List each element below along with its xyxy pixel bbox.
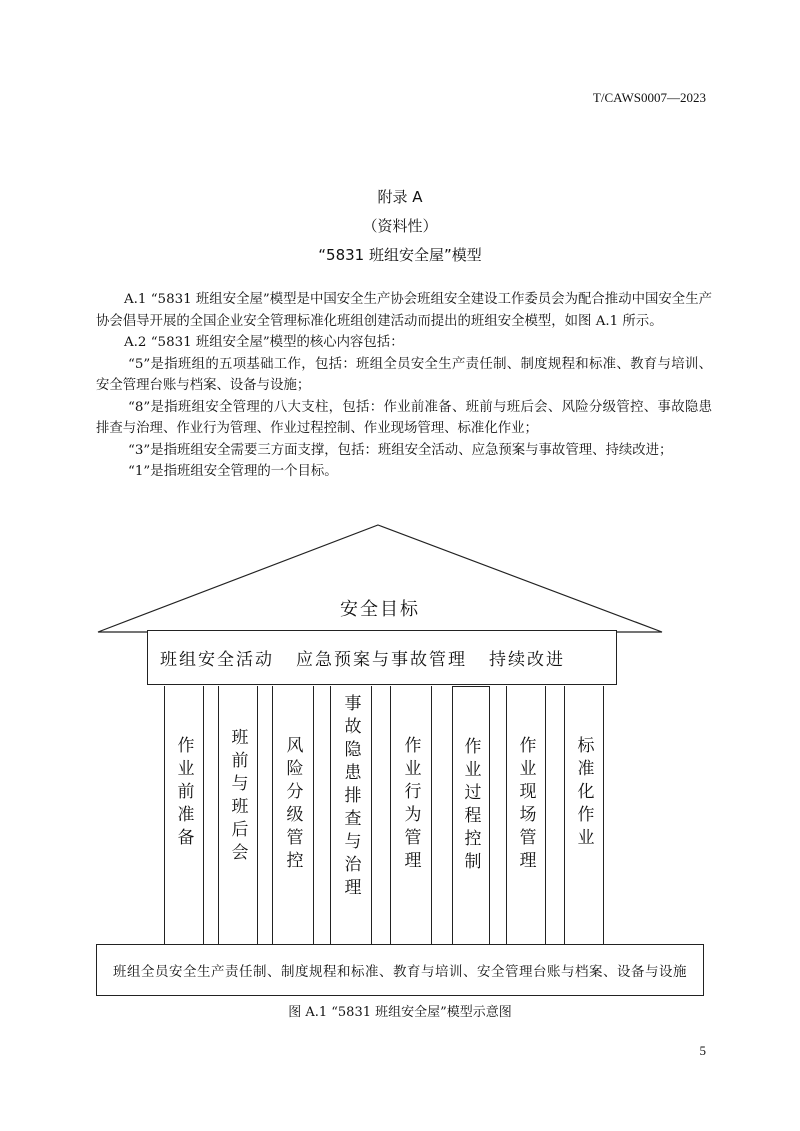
pillar-label: 标准化作业 [573, 736, 594, 851]
pillar [390, 686, 432, 944]
appendix-title: 附录 A [377, 188, 423, 206]
support-beam [147, 630, 617, 685]
pillar-label: 作业现场管理 [515, 736, 536, 874]
pillar-label: 作业前准备 [173, 736, 194, 851]
appendix-nature: （资料性） [362, 217, 438, 235]
pillar-label: 作业行为管理 [400, 736, 421, 874]
paragraph-3: “3”是指班组安全需要三方面支撑，包括：班组安全活动、应急预案与事故管理、持续改进； [128, 442, 673, 458]
pillar [506, 686, 546, 944]
pillar [564, 686, 604, 944]
pillar-label: 作业过程控制 [460, 737, 481, 875]
paragraph-5: “5”是指班组的五项基础工作，包括：班组全员安全生产责任制、制度规程和标准、教育与培训、安全管理台账与档案、设备与设施； [96, 356, 712, 393]
paragraph-8: “8”是指班组安全管理的八大支柱，包括：作业前准备、班前与班后会、风险分级管控、事故隐患排查与治理、作业行为管理、作业过程控制、作业现场管理、标准化作业； [96, 399, 712, 436]
appendix-name: “5831 班组安全屋”模型 [318, 246, 482, 264]
pillar [218, 686, 258, 944]
pillar [272, 686, 314, 944]
pillar-label: 事故隐患排查与治理 [340, 694, 361, 901]
paragraph-1: “1”是指班组安全管理的一个目标。 [128, 464, 338, 479]
figure-caption: 图 A.1 “5831 班组安全屋”模型示意图 [288, 1005, 512, 1020]
pillar [330, 686, 372, 944]
beam-item: 班组安全活动 [160, 650, 274, 670]
pillar [164, 686, 204, 944]
pillar [452, 686, 490, 944]
paragraph-a1: A.1 “5831 班组安全屋”模型是中国安全生产协会班组安全建设工作委员会为配合推动中国安全生产协会倡导开展的全国企业安全管理标准化班组创建活动而提出的班组安全模型，如图 A.1 所示。 [96, 292, 712, 329]
foundation: 班组全员安全生产责任制、制度规程和标准、教育与培训、安全管理台账与档案、设备与设施 [96, 944, 704, 996]
pillar-label: 班前与班后会 [227, 728, 248, 866]
page-number: 5 [699, 1043, 706, 1058]
roof-label: 安全目标 [340, 599, 420, 620]
paragraph-a2: A.2 “5831 班组安全屋”模型的核心内容包括： [124, 335, 404, 350]
beam-item: 持续改进 [489, 650, 565, 670]
beam-item: 应急预案与事故管理 [296, 650, 467, 670]
pillar-label: 风险分级管控 [282, 736, 303, 874]
document-code: T/CAWS0007—2023 [592, 90, 706, 105]
